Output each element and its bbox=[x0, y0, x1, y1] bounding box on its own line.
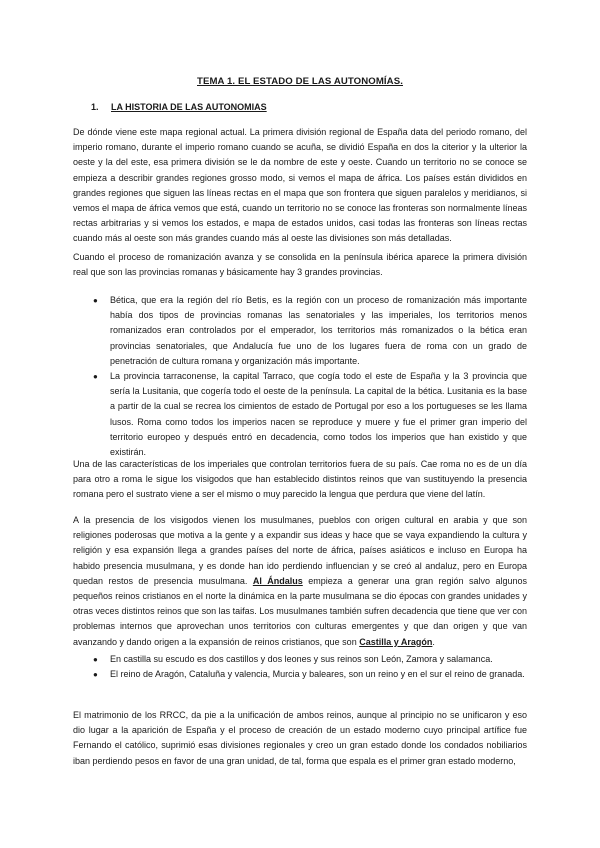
section-number: 1. bbox=[91, 102, 99, 112]
paragraph-3: Una de las características de los imperiales que controlan territorios fuera de su país. Cae roma no es de un día para otro a roma le sigue los visigodos que han establecido distintos reinos que van sustituyendo la presencia romana pero el sustrato viene a ser el mismo o muy parecido la lengua que perdura que viene del latín. bbox=[73, 459, 527, 500]
section-title: LA HISTORIA DE LAS AUTONOMIAS bbox=[111, 102, 267, 112]
list-item-text: El reino de Aragón, Cataluña y valencia, Murcia y baleares, son un reino y en el sur el reino de granada. bbox=[110, 669, 525, 680]
al-andalus-link[interactable]: Al Ándalus bbox=[252, 575, 303, 586]
list-item bbox=[93, 667, 527, 682]
bullet-icon: ● bbox=[93, 655, 98, 664]
castilla-aragon-link[interactable]: Castilla y Aragón bbox=[359, 636, 433, 647]
document-title: TEMA 1. EL ESTADO DE LAS AUTONOMÍAS. bbox=[197, 76, 403, 87]
provinces-list bbox=[93, 293, 527, 460]
list-item-text: En castilla su escudo es dos castillos y dos leones y sus reinos son León, Zamora y salamanca. bbox=[110, 654, 493, 664]
paragraph-4-text-c: . bbox=[432, 636, 435, 647]
paragraph-4 bbox=[73, 513, 527, 650]
bullet-icon: ● bbox=[93, 372, 98, 382]
list-item bbox=[93, 652, 527, 667]
paragraph-4-text-b: empieza a generar una gran región salvo algunos pequeños reinos cristianos en el norte la dinámica en la parte musulmana se dio épocas con grandes unidades y otras veces distintos reinos que son las taifas. Los musulmanes también sufren decadencia que tiene que ver con problemas internos que aprovechan unos territorios con culturas emergentes y que dan origen y que van avanzando y dando origen a la expansión de reinos cristianos, que son bbox=[73, 575, 527, 647]
paragraph-5: El matrimonio de los RRCC, da pie a la unificación de ambos reinos, aunque al principio no se unificaron y eso dio lugar a la aparición de España y el proceso de creación de un estado moderno cuyo principal artífice fue Fernando el católico, suprimió esas divisiones regionales y creo un gran estado donde los condados nobiliarios iban perdiendo pesos en favor de una gran unidad, de tal, forma que espala es el primer gran estado moderno, bbox=[73, 710, 527, 766]
paragraph-1: De dónde viene este mapa regional actual. La primera división regional de España data del periodo romano, del imperio romano, durante el imperio romano cuando se acuña, se dividió España en dos la citerior y la ulterior la oeste y la del este, esa primera división se le da nombre de este y oeste. Cuando un territorio no se conoce se empieza a describir grandes regiones grosso modo, si vemos el mapa de áfrica. Los países están divididos en grandes regiones que siguen las líneas rectas en el mapa que son frontera que siguen paralelos y meridianos, si vemos el mapa de áfrica vemos que está, cuando un territorio no se conoce las fronteras son normalmente líneas rectas arbitrarias y si vemos los estados, e mapa de estados unidos, casi todas las fronteras son líneas rectas cuando más al oeste son más grandes cuando más al oeste las divisiones son más detalladas. bbox=[73, 127, 527, 244]
list-item-text: La provincia tarraconense, la capital Tarraco, que cogía todo el este de España y la 3 provincia que sería la Lusitania, que cogería todo el oeste de la península. La capital de la bética. Lusitania es la base a partir de la cual se recrea los cimientos de estado de Portugal por eso a los portugueses se les llama lusos. Roma como todos los imperios nacen se reproduce y muere y fue el primer gran imperio del territorio europeo y después entró en decadencia, como todos los imperios que han existido y que existirán. bbox=[110, 371, 527, 458]
list-item bbox=[93, 293, 527, 369]
paragraph-4-text-a: A la presencia de los visigodos vienen los musulmanes, pueblos con origen cultural en arabia y que son religiones poderosas que motiva a la gente y a expandir sus ideas y hace que se vaya expandiendo la cultura y religión y esa expansión llega a grandes países del norte de áfrica, países asiáticos e incluso en Europa ha habido presencia musulmana, y es donde han ido perdiendo influencian y se creó al andaluz, pero en Europa quedan restos de presencia musulmana. bbox=[73, 515, 527, 586]
bullet-icon: ● bbox=[93, 296, 98, 305]
section-heading bbox=[91, 100, 267, 115]
list-item-text: Bética, que era la región del río Betis, es la región con un proceso de romanización más importante había dos tipos de provincias romanas las senatoriales y las imperiales, los territorios menos romanizados eran controlados por el emperador, los territorios más romanizados o la bética eran provincias senatoriales, que Andalucía fue uno de los lugares fuera de roma con un grado de penetración de cultura romana y organización más importante. bbox=[110, 295, 527, 366]
list-item bbox=[93, 369, 527, 460]
paragraph-2: Cuando el proceso de romanización avanza y se consolida en la península ibérica aparece la primera división real que son las provincias romanas y básicamente hay 3 grandes provincias. bbox=[73, 252, 527, 278]
kingdoms-list bbox=[93, 652, 527, 682]
bullet-icon: ● bbox=[93, 670, 98, 680]
